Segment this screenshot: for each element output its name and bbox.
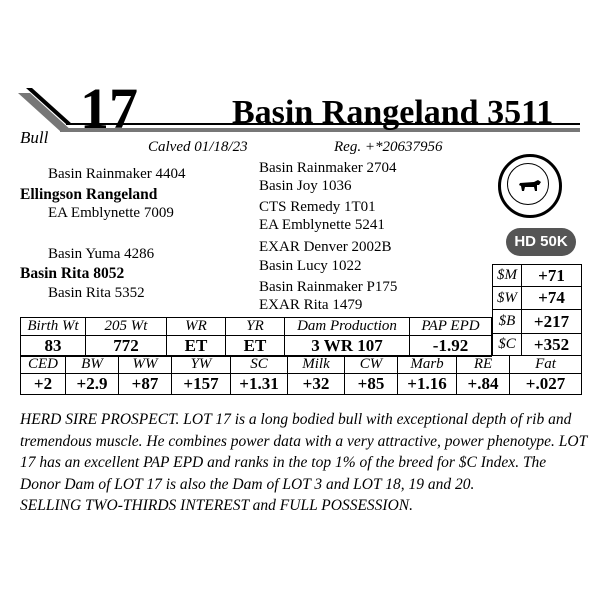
epd-value: +85 [345, 374, 398, 395]
dollar-value: +71 [522, 265, 582, 287]
pedigree-gen3-6: Basin Lucy 1022 [259, 258, 362, 274]
dollar-label: $B [493, 310, 522, 334]
pedigree-gen3-3: CTS Remedy 1T01 [259, 199, 376, 215]
perf-value: ET [167, 336, 226, 357]
perf-header: WR [167, 318, 226, 336]
registration-number: Reg. +*20637956 [334, 139, 443, 155]
perf-header: Birth Wt [21, 318, 86, 336]
remarks-paragraph: HERD SIRE PROSPECT. LOT 17 is a long bodied bull with exceptional depth of rib and tremendous muscle. He combines power data with a very attractive, power phenotype. LOT 17 has an excellent PAP EPD and ranks in the top 1% of the breed for $C Index. The Donor Dam of LOT 17 is also the Dam of LOT 3 and LOT 18, 19 and 20. [20, 411, 587, 493]
epd-header: CED [21, 356, 66, 374]
selling-terms: SELLING TWO-THIRDS INTEREST and FULL POSSESSION. [20, 497, 413, 514]
pedigree-gen3-5: EXAR Denver 2002B [259, 239, 392, 255]
pedigree-sire-sire: Basin Rainmaker 4404 [48, 166, 186, 182]
lot-number: 17 [80, 76, 138, 141]
dollar-value: +74 [522, 287, 582, 310]
epd-value: +87 [119, 374, 172, 395]
lot-remarks [20, 409, 590, 517]
dollar-index-table [492, 264, 582, 356]
epd-header: CW [345, 356, 398, 374]
epd-value: +32 [288, 374, 345, 395]
calved-date: Calved 01/18/23 [148, 139, 248, 155]
epd-value: +.84 [457, 374, 510, 395]
epd-value: +1.16 [398, 374, 457, 395]
pedigree-gen3-4: EA Emblynette 5241 [259, 217, 385, 233]
pedigree-sire-dam: EA Emblynette 7009 [48, 205, 174, 221]
pedigree-dam-dam: Basin Rita 5352 [48, 285, 145, 301]
certified-logo-badge [498, 154, 562, 218]
perf-value: ET [226, 336, 285, 357]
epd-header: Fat [510, 356, 582, 374]
animal-name: Basin Rangeland 3511 [232, 94, 554, 131]
pedigree-gen3-8: EXAR Rita 1479 [259, 297, 363, 313]
epd-header: Marb [398, 356, 457, 374]
epd-header: Milk [288, 356, 345, 374]
epd-value: +2 [21, 374, 66, 395]
pedigree-dam-sire: Basin Yuma 4286 [48, 246, 155, 262]
epd-header: RE [457, 356, 510, 374]
perf-header: Dam Production [285, 318, 410, 336]
pedigree-dam: Basin Rita 8052 [20, 265, 125, 282]
perf-value: 3 WR 107 [285, 336, 410, 357]
epd-value: +157 [172, 374, 231, 395]
epd-value: +.027 [510, 374, 582, 395]
category-label: Bull [20, 128, 49, 147]
perf-value: 83 [21, 336, 86, 357]
dollar-label: $W [493, 287, 522, 310]
pedigree-gen3-2: Basin Joy 1036 [259, 178, 352, 194]
epd-value: +1.31 [231, 374, 288, 395]
dollar-label: $C [493, 334, 522, 356]
dollar-value: +352 [522, 334, 582, 356]
epd-header: SC [231, 356, 288, 374]
perf-header: PAP EPD [410, 318, 492, 336]
perf-value: -1.92 [410, 336, 492, 357]
dollar-label: $M [493, 265, 522, 287]
performance-table [20, 317, 492, 357]
perf-value: 772 [86, 336, 167, 357]
perf-header: 205 Wt [86, 318, 167, 336]
dollar-value: +217 [522, 310, 582, 334]
epd-table [20, 355, 582, 395]
pedigree-sire: Ellingson Rangeland [20, 186, 158, 203]
epd-value: +2.9 [66, 374, 119, 395]
pedigree-gen3-1: Basin Rainmaker 2704 [259, 160, 397, 176]
genomic-hd50k-badge: HD 50K [506, 228, 576, 256]
perf-header: YR [226, 318, 285, 336]
pedigree-gen3-7: Basin Rainmaker P175 [259, 279, 398, 295]
cattle-icon [518, 179, 542, 193]
epd-header: YW [172, 356, 231, 374]
epd-header: BW [66, 356, 119, 374]
epd-header: WW [119, 356, 172, 374]
